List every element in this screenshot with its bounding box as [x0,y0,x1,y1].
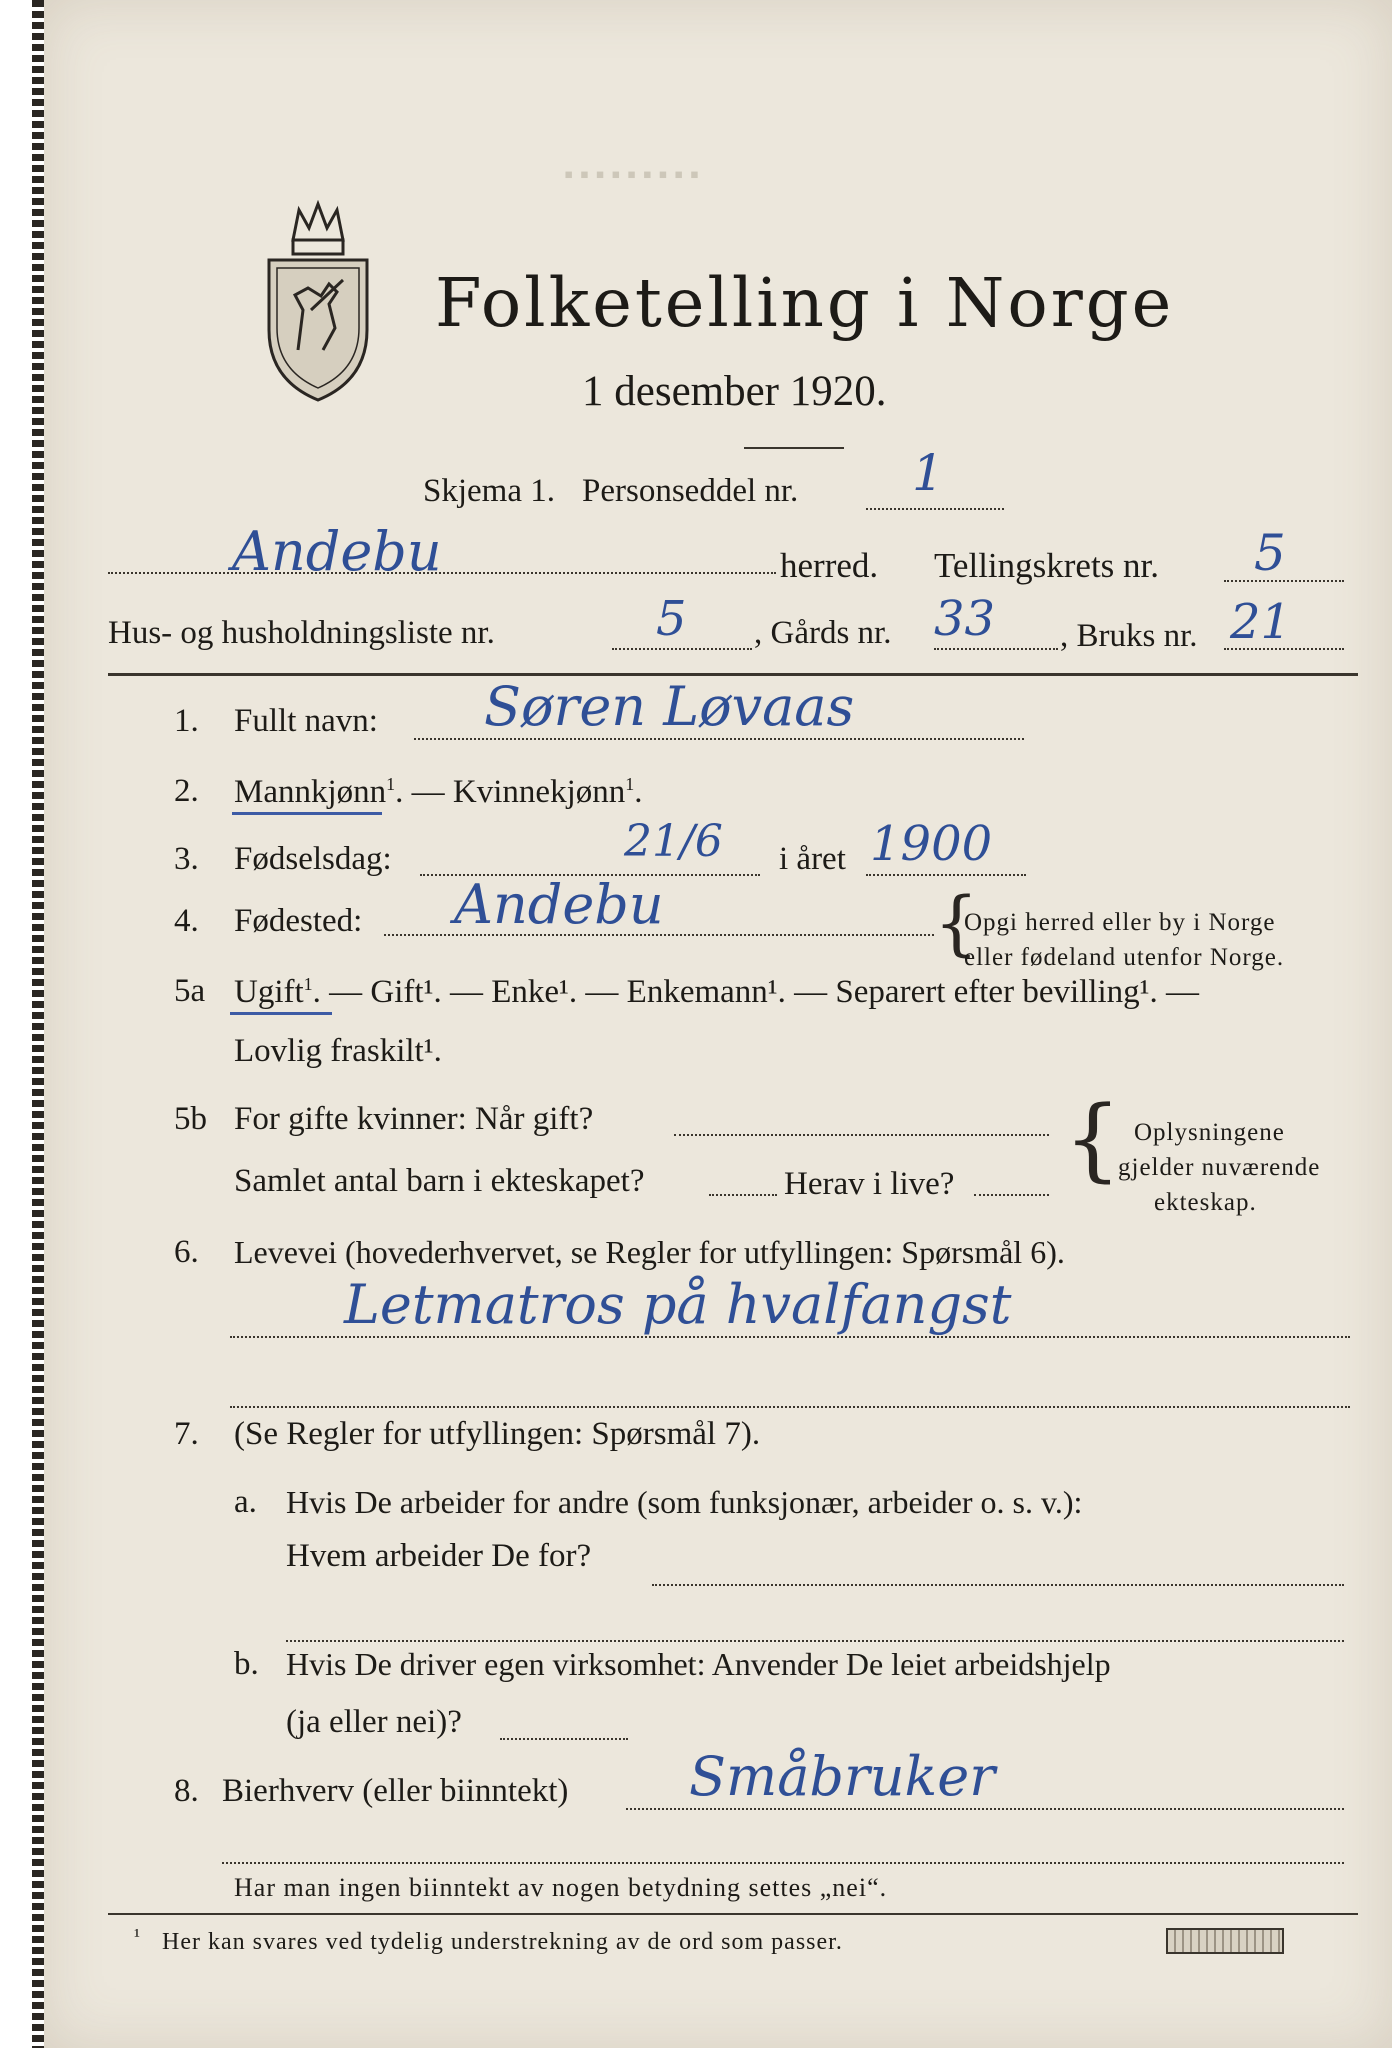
birthday-value: 21/6 [624,816,723,867]
q3-label: Fødselsdag: [234,841,392,877]
q5a-number: 5a [174,973,206,1009]
q5b-note-line2: gjelder nuværende [1118,1154,1321,1181]
q2-number: 2. [174,773,199,809]
tellingskrets-label: Tellingskrets nr. [934,546,1160,585]
option-separator: . — [395,774,453,810]
birth-year-field[interactable] [866,874,1026,876]
hired-help-field[interactable] [500,1738,628,1740]
q7b-label-line2: (ja eller nei)? [286,1704,462,1740]
male-option[interactable]: Mannkjønn [234,774,387,810]
q5b-brace: { [1064,1087,1122,1192]
norwegian-coat-of-arms-icon [263,200,373,405]
q4-brace: { [934,882,979,964]
q7b-letter: b. [234,1646,259,1682]
q4-note-line1: Opgi herred eller by i Norge [964,909,1276,936]
children-alive-label: Herav i live? [784,1166,955,1202]
q7a-label: Hvis De arbeider for andre (som funksjonær, arbeider o. s. v.): [286,1484,1083,1520]
q8-label: Bierhverv (eller biinntekt) [222,1773,569,1809]
other-marital-options[interactable]: . — Gift¹. — Enke¹. — Enkemann¹. — Separert efter bevilling¹. — [312,974,1200,1010]
title-divider [744,447,844,449]
birthplace-value: Andebu [454,873,664,936]
q7b-label: Hvis De driver egen virksomhet: Anvender De leiet arbeidshjelp [286,1646,1111,1682]
q4-note-line2: eller fødeland utenfor Norge. [964,944,1285,971]
full-name-field[interactable] [414,738,1024,740]
nei-instruction: Har man ingen biinntekt av nogen betydning settes „nei“. [234,1873,888,1902]
q7a-letter: a. [234,1484,257,1520]
marital-status-options: Ugift$^1$. — Gift¹. — Enke¹. — Enkemann¹. — Separert efter bevilling¹. — [234,974,1200,1010]
married-when-field[interactable] [674,1134,1049,1136]
bruks-label: , Bruks nr. [1060,618,1198,654]
occupation-field-line2[interactable] [230,1406,1350,1408]
herred-label: herred. [780,546,879,585]
q7-label: (Se Regler for utfyllingen: Spørsmål 7). [234,1416,761,1452]
herred-field[interactable] [108,572,776,574]
husliste-value: 5 [656,591,687,647]
employer-field-line2[interactable] [286,1640,1344,1642]
female-option[interactable]: Kvinnekjønn [452,774,626,810]
q5b-note-line3: ekteskap. [1154,1189,1257,1216]
q5b-note-line1: Oplysningene [1134,1119,1285,1146]
children-total-field[interactable] [709,1194,777,1196]
q4-label: Fødested: [234,903,363,939]
herred-value: Andebu [232,520,442,583]
q1-number: 1. [174,703,199,739]
schema-label: Skjema 1. [423,473,555,509]
husliste-field[interactable] [612,648,752,650]
personseddel-value: 1 [912,444,944,502]
q5b-number: 5b [174,1101,207,1137]
gards-label: , Gårds nr. [754,615,892,651]
personseddel-label: Personseddel nr. [582,473,799,509]
gards-value: 33 [934,591,996,647]
footnote-text: Her kan svares ved tydelig understrekning av de ord som passer. [162,1929,843,1955]
bruks-value: 21 [1230,594,1292,650]
birth-year-value: 1900 [870,816,993,872]
husliste-label: Hus- og husholdningsliste nr. [108,615,495,651]
census-date: 1 desember 1920. [582,368,887,415]
male-underline-mark [232,812,382,815]
footnote-divider [108,1913,1358,1915]
side-occupation-value: Småbruker [689,1745,996,1808]
q8-number: 8. [174,1773,199,1809]
form-title: Folketelling i Norge [435,264,1175,342]
tellingskrets-value: 5 [1254,524,1286,582]
option-end: . [634,774,643,810]
footnote-mark: ¹ [134,1925,140,1947]
personseddel-field[interactable] [866,508,1004,510]
q1-label: Fullt navn: [234,703,378,739]
gards-field[interactable] [934,648,1058,650]
ugift-underline-mark [230,1012,332,1015]
q6-label: Levevei (hovederhvervet, se Regler for utfyllingen: Spørsmål 6). [234,1234,1065,1270]
census-form-sheet [44,0,1392,2048]
employer-field[interactable] [652,1584,1344,1586]
children-total-label: Samlet antal barn i ekteskapet? [234,1163,645,1199]
q6-number: 6. [174,1234,199,1270]
married-when-label: For gifte kvinner: Når gift? [234,1101,594,1137]
printer-stamp [1166,1928,1284,1954]
full-name-value: Søren Løvaas [484,675,855,738]
year-label: i året [779,841,846,877]
lovlig-fraskilt-option[interactable]: Lovlig fraskilt¹. [234,1033,442,1069]
q7a-employer-label: Hvem arbeider De for? [286,1538,592,1574]
ugift-option[interactable]: Ugift [234,974,304,1010]
children-alive-field[interactable] [974,1194,1049,1196]
side-occupation-field-line2[interactable] [222,1862,1344,1864]
q3-number: 3. [174,841,199,877]
q4-number: 4. [174,903,199,939]
occupation-field[interactable] [230,1336,1350,1338]
q2-sex-options: Mannkjønn$^1$. — Kvinnekjønn$^1$. [234,774,643,810]
occupation-value: Letmatros på hvalfangst [344,1273,1012,1336]
side-occupation-field[interactable] [626,1808,1344,1810]
q7-number: 7. [174,1416,199,1452]
bleed-through-text: ▪ ▪ ▪ ▪ ▪ ▪ ▪ ▪ ▪ [564,160,699,189]
